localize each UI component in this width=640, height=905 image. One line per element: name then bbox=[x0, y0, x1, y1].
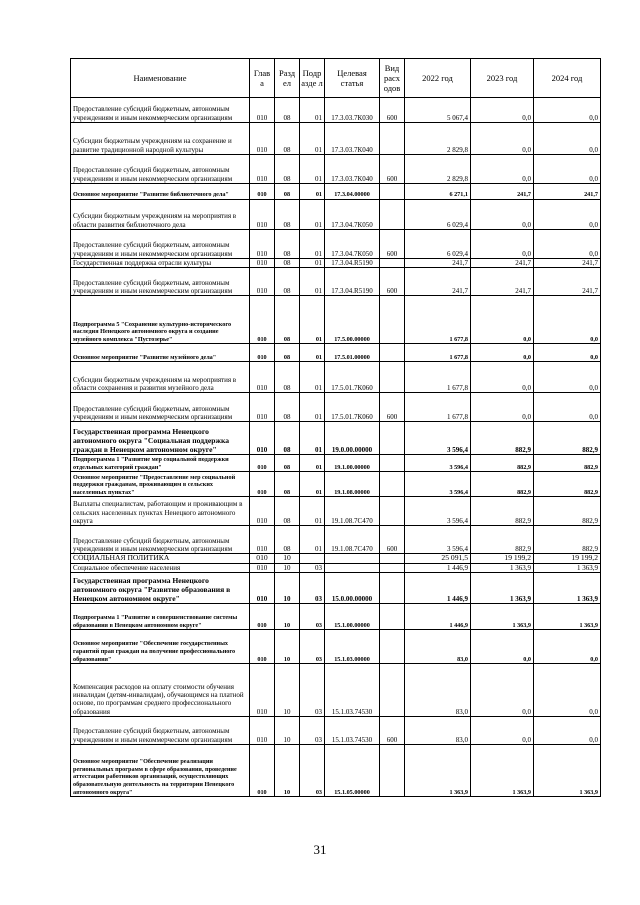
row-vid bbox=[380, 422, 405, 455]
row-podrazdel: 01 bbox=[300, 422, 325, 455]
row-target: 15.1.00.00000 bbox=[325, 604, 380, 630]
row-vid bbox=[380, 200, 405, 230]
row-vid bbox=[380, 472, 405, 497]
row-glava: 010 bbox=[250, 455, 275, 472]
row-2023: 0,0 bbox=[471, 155, 534, 184]
row-razdel: 08 bbox=[275, 230, 300, 259]
row-glava: 010 bbox=[250, 604, 275, 630]
row-glava: 010 bbox=[250, 745, 275, 797]
table-row bbox=[71, 573, 601, 604]
row-2022: 1 446,9 bbox=[405, 573, 471, 604]
row-razdel: 08 bbox=[275, 344, 300, 362]
row-name: Субсидии бюджетным учреждениям на сохранение и развитие традиционной народной культуры bbox=[71, 123, 250, 155]
row-glava: 010 bbox=[250, 296, 275, 344]
row-target: 19.1.00.00000 bbox=[325, 455, 380, 472]
table-row bbox=[71, 155, 601, 184]
row-target: 17.3.04.R5190 bbox=[325, 259, 380, 268]
row-2024: 0,0 bbox=[534, 123, 601, 155]
row-glava: 010 bbox=[250, 422, 275, 455]
row-vid bbox=[380, 123, 405, 155]
row-name: Основное мероприятие "Обеспечение государственных гарантий прав граждан на получение профессионального образования" bbox=[71, 630, 250, 664]
row-razdel: 10 bbox=[275, 630, 300, 664]
row-podrazdel: 03 bbox=[300, 573, 325, 604]
row-glava: 010 bbox=[250, 362, 275, 393]
row-podrazdel: 03 bbox=[300, 563, 325, 572]
table-row bbox=[71, 200, 601, 230]
row-vid: 600 bbox=[380, 268, 405, 296]
table-row bbox=[71, 497, 601, 526]
row-name: Предоставление субсидий бюджетным, автономным учреждениям и иным некоммерческим организациям bbox=[71, 393, 250, 422]
table-row bbox=[71, 526, 601, 554]
row-vid bbox=[380, 573, 405, 604]
row-vid bbox=[380, 344, 405, 362]
row-podrazdel: 01 bbox=[300, 526, 325, 554]
header-2024: 2024 год bbox=[534, 59, 601, 98]
row-podrazdel: 03 bbox=[300, 604, 325, 630]
row-name: Предоставление субсидий бюджетным, автономным учреждениям и иным некоммерческим организациям bbox=[71, 268, 250, 296]
row-razdel: 08 bbox=[275, 98, 300, 123]
row-2022: 1 677,8 bbox=[405, 362, 471, 393]
row-2022: 3 596,4 bbox=[405, 422, 471, 455]
row-podrazdel: 01 bbox=[300, 123, 325, 155]
row-2022: 5 067,4 bbox=[405, 98, 471, 123]
row-2022: 1 446,9 bbox=[405, 604, 471, 630]
row-2022: 1 363,9 bbox=[405, 745, 471, 797]
row-glava: 010 bbox=[250, 664, 275, 717]
row-2023: 1 363,9 bbox=[471, 573, 534, 604]
row-2024: 1 363,9 bbox=[534, 573, 601, 604]
row-name: Основное мероприятие "Предоставление мер социальной поддержки гражданам, проживающим в сельских населенных пунктах" bbox=[71, 472, 250, 497]
row-razdel: 10 bbox=[275, 563, 300, 572]
row-razdel: 08 bbox=[275, 200, 300, 230]
row-vid: 600 bbox=[380, 717, 405, 745]
row-podrazdel: 01 bbox=[300, 472, 325, 497]
row-target bbox=[325, 563, 380, 572]
row-name: Основное мероприятие "Развитие библиотечного дела" bbox=[71, 184, 250, 200]
row-name: Основное мероприятие "Обеспечение реализации региональных программ в сфере образования, проведение аттестации работников организаций, осуществляющих образовательную деятельность на территории Ненецкого автономного округа" bbox=[71, 745, 250, 797]
row-2023: 882,9 bbox=[471, 472, 534, 497]
row-2023: 0,0 bbox=[471, 630, 534, 664]
row-vid bbox=[380, 184, 405, 200]
row-2023: 1 363,9 bbox=[471, 604, 534, 630]
table-row bbox=[71, 230, 601, 259]
row-vid bbox=[380, 554, 405, 563]
row-vid: 600 bbox=[380, 230, 405, 259]
row-podrazdel: 01 bbox=[300, 344, 325, 362]
row-name: Подпрограмма 5 "Сохранение культурно-исторического наследия Ненецкого автономного округа и создание музейного комплекса "Пустозерье" bbox=[71, 296, 250, 344]
table-row bbox=[71, 472, 601, 497]
table-row bbox=[71, 664, 601, 717]
row-name: Основное мероприятие "Развитие музейного дела" bbox=[71, 344, 250, 362]
row-vid: 600 bbox=[380, 526, 405, 554]
row-2022: 3 596,4 bbox=[405, 472, 471, 497]
row-glava: 010 bbox=[250, 563, 275, 572]
row-glava: 010 bbox=[250, 268, 275, 296]
row-glava: 010 bbox=[250, 259, 275, 268]
row-target: 19.0.00.00000 bbox=[325, 422, 380, 455]
table-row bbox=[71, 563, 601, 572]
row-target: 17.3.03.7К030 bbox=[325, 98, 380, 123]
row-name: СОЦИАЛЬНАЯ ПОЛИТИКА bbox=[71, 554, 250, 563]
row-name: Предоставление субсидий бюджетным, автономным учреждениям и иным некоммерческим организациям bbox=[71, 155, 250, 184]
row-2023: 0,0 bbox=[471, 230, 534, 259]
row-2022: 1 446,9 bbox=[405, 563, 471, 572]
row-razdel: 08 bbox=[275, 455, 300, 472]
row-podrazdel: 01 bbox=[300, 455, 325, 472]
row-target: 17.3.03.7К040 bbox=[325, 123, 380, 155]
row-vid bbox=[380, 604, 405, 630]
row-target: 15.1.03.74530 bbox=[325, 717, 380, 745]
row-podrazdel: 03 bbox=[300, 630, 325, 664]
row-target: 17.3.04.7К050 bbox=[325, 230, 380, 259]
row-razdel: 08 bbox=[275, 184, 300, 200]
row-vid bbox=[380, 563, 405, 572]
row-2023: 0,0 bbox=[471, 123, 534, 155]
row-2024: 19 199,2 bbox=[534, 554, 601, 563]
row-2024: 0,0 bbox=[534, 664, 601, 717]
row-2024: 1 363,9 bbox=[534, 745, 601, 797]
row-target bbox=[325, 554, 380, 563]
row-target: 17.3.03.7К040 bbox=[325, 155, 380, 184]
row-podrazdel: 01 bbox=[300, 98, 325, 123]
row-name: Предоставление субсидий бюджетным, автономным учреждениям и иным некоммерческим организациям bbox=[71, 98, 250, 123]
table-row bbox=[71, 184, 601, 200]
row-target: 19.1.08.7С470 bbox=[325, 497, 380, 526]
row-2022: 241,7 bbox=[405, 259, 471, 268]
row-2023: 0,0 bbox=[471, 344, 534, 362]
row-podrazdel: 03 bbox=[300, 664, 325, 717]
row-glava: 010 bbox=[250, 123, 275, 155]
table-row bbox=[71, 362, 601, 393]
row-podrazdel: 01 bbox=[300, 296, 325, 344]
row-2022: 83,0 bbox=[405, 630, 471, 664]
row-2024: 1 363,9 bbox=[534, 563, 601, 572]
row-2024: 0,0 bbox=[534, 230, 601, 259]
row-name: Подпрограмма 1 "Развитие и совершенствование системы образования в Ненецком автономном округе" bbox=[71, 604, 250, 630]
row-podrazdel: 01 bbox=[300, 362, 325, 393]
row-vid bbox=[380, 296, 405, 344]
row-glava: 010 bbox=[250, 200, 275, 230]
table-row bbox=[71, 554, 601, 563]
row-glava: 010 bbox=[250, 497, 275, 526]
row-podrazdel: 01 bbox=[300, 230, 325, 259]
row-podrazdel: 01 bbox=[300, 268, 325, 296]
row-2022: 2 829,8 bbox=[405, 155, 471, 184]
row-2022: 6 029,4 bbox=[405, 230, 471, 259]
row-2023: 882,9 bbox=[471, 497, 534, 526]
row-glava: 010 bbox=[250, 393, 275, 422]
row-2024: 241,7 bbox=[534, 259, 601, 268]
table-row bbox=[71, 268, 601, 296]
header-2022: 2022 год bbox=[405, 59, 471, 98]
row-target: 17.3.04.R5190 bbox=[325, 268, 380, 296]
row-podrazdel: 01 bbox=[300, 497, 325, 526]
row-target: 15.1.03.74530 bbox=[325, 664, 380, 717]
row-glava: 010 bbox=[250, 230, 275, 259]
row-target: 17.3.04.7К050 bbox=[325, 200, 380, 230]
row-podrazdel: 01 bbox=[300, 155, 325, 184]
row-2022: 3 596,4 bbox=[405, 455, 471, 472]
header-2023: 2023 год bbox=[471, 59, 534, 98]
table-row bbox=[71, 296, 601, 344]
row-name: Субсидии бюджетным учреждениям на мероприятия в области сохранения и развития музейного дела bbox=[71, 362, 250, 393]
row-target: 15.1.05.00000 bbox=[325, 745, 380, 797]
row-vid bbox=[380, 497, 405, 526]
row-2023: 0,0 bbox=[471, 98, 534, 123]
row-podrazdel: 01 bbox=[300, 200, 325, 230]
row-2023: 882,9 bbox=[471, 455, 534, 472]
row-2022: 25 091,5 bbox=[405, 554, 471, 563]
row-2024: 0,0 bbox=[534, 344, 601, 362]
row-2023: 0,0 bbox=[471, 200, 534, 230]
row-podrazdel: 03 bbox=[300, 745, 325, 797]
row-razdel: 08 bbox=[275, 268, 300, 296]
row-vid bbox=[380, 745, 405, 797]
row-target: 17.5.01.7К060 bbox=[325, 362, 380, 393]
budget-table bbox=[70, 58, 601, 797]
row-2023: 241,7 bbox=[471, 184, 534, 200]
row-target: 17.5.00.00000 bbox=[325, 296, 380, 344]
row-name: Компенсация расходов на оплату стоимости обучения инвалидам (детям-инвалидам), обучающимся на платной основе, по программам среднего профессионального образования bbox=[71, 664, 250, 717]
row-2023: 882,9 bbox=[471, 422, 534, 455]
header-glava: Глав а bbox=[250, 59, 275, 98]
row-2024: 241,7 bbox=[534, 184, 601, 200]
row-razdel: 10 bbox=[275, 745, 300, 797]
header-name: Наименование bbox=[71, 59, 250, 98]
row-2022: 83,0 bbox=[405, 664, 471, 717]
table-header-row bbox=[71, 59, 601, 98]
table-row bbox=[71, 604, 601, 630]
row-2023: 241,7 bbox=[471, 268, 534, 296]
row-2024: 882,9 bbox=[534, 455, 601, 472]
row-razdel: 08 bbox=[275, 362, 300, 393]
table-row bbox=[71, 630, 601, 664]
header-razdel: Разд ел bbox=[275, 59, 300, 98]
row-2023: 0,0 bbox=[471, 717, 534, 745]
row-2024: 0,0 bbox=[534, 362, 601, 393]
row-vid bbox=[380, 630, 405, 664]
row-2022: 1 677,8 bbox=[405, 393, 471, 422]
row-2022: 83,0 bbox=[405, 717, 471, 745]
row-razdel: 08 bbox=[275, 296, 300, 344]
row-2024: 0,0 bbox=[534, 98, 601, 123]
row-razdel: 08 bbox=[275, 393, 300, 422]
row-name: Предоставление субсидий бюджетным, автономным учреждениям и иным некоммерческим организациям bbox=[71, 526, 250, 554]
table-row bbox=[71, 422, 601, 455]
row-2022: 3 596,4 bbox=[405, 526, 471, 554]
table-row bbox=[71, 259, 601, 268]
row-2023: 0,0 bbox=[471, 664, 534, 717]
row-2023: 882,9 bbox=[471, 526, 534, 554]
row-razdel: 08 bbox=[275, 497, 300, 526]
row-vid bbox=[380, 362, 405, 393]
row-razdel: 08 bbox=[275, 472, 300, 497]
row-name: Субсидии бюджетным учреждениям на мероприятия в области развития библиотечного дела bbox=[71, 200, 250, 230]
row-2024: 0,0 bbox=[534, 155, 601, 184]
row-2024: 882,9 bbox=[534, 526, 601, 554]
row-2024: 882,9 bbox=[534, 497, 601, 526]
row-2022: 3 596,4 bbox=[405, 497, 471, 526]
row-2024: 0,0 bbox=[534, 717, 601, 745]
row-name: Социальное обеспечение населения bbox=[71, 563, 250, 572]
row-podrazdel: 01 bbox=[300, 259, 325, 268]
row-podrazdel: 03 bbox=[300, 717, 325, 745]
row-glava: 010 bbox=[250, 526, 275, 554]
row-glava: 010 bbox=[250, 344, 275, 362]
row-target: 17.3.04.00000 bbox=[325, 184, 380, 200]
row-2023: 0,0 bbox=[471, 393, 534, 422]
row-vid bbox=[380, 664, 405, 717]
row-glava: 010 bbox=[250, 98, 275, 123]
page-number: 31 bbox=[313, 842, 327, 857]
table-row bbox=[71, 717, 601, 745]
row-2024: 882,9 bbox=[534, 422, 601, 455]
table-row bbox=[71, 98, 601, 123]
row-name: Предоставление субсидий бюджетным, автономным учреждениям и иным некоммерческим организациям bbox=[71, 717, 250, 745]
row-2023: 0,0 bbox=[471, 296, 534, 344]
row-2024: 0,0 bbox=[534, 296, 601, 344]
row-2022: 1 677,8 bbox=[405, 296, 471, 344]
row-glava: 010 bbox=[250, 630, 275, 664]
row-2022: 241,7 bbox=[405, 268, 471, 296]
row-2022: 2 829,8 bbox=[405, 123, 471, 155]
row-2023: 1 363,9 bbox=[471, 745, 534, 797]
row-vid bbox=[380, 455, 405, 472]
row-2024: 0,0 bbox=[534, 630, 601, 664]
row-vid: 600 bbox=[380, 98, 405, 123]
row-razdel: 10 bbox=[275, 604, 300, 630]
row-2023: 241,7 bbox=[471, 259, 534, 268]
row-target: 15.0.00.00000 bbox=[325, 573, 380, 604]
row-name: Государственная программа Ненецкого автономного округа "Развитие образования в Ненецком автономном округе" bbox=[71, 573, 250, 604]
row-podrazdel bbox=[300, 554, 325, 563]
row-2023: 1 363,9 bbox=[471, 563, 534, 572]
row-name: Подпрограмма 1 "Развитие мер социальной поддержки отдельных категорий граждан" bbox=[71, 455, 250, 472]
row-glava: 010 bbox=[250, 155, 275, 184]
row-razdel: 08 bbox=[275, 526, 300, 554]
table-row bbox=[71, 344, 601, 362]
row-2022: 6 271,1 bbox=[405, 184, 471, 200]
row-razdel: 10 bbox=[275, 717, 300, 745]
row-name: Выплаты специалистам, работающим и проживающим в сельских населенных пунктах Ненецкого автономного округа bbox=[71, 497, 250, 526]
row-glava: 010 bbox=[250, 184, 275, 200]
row-podrazdel: 01 bbox=[300, 393, 325, 422]
table-row bbox=[71, 455, 601, 472]
row-target: 17.5.01.00000 bbox=[325, 344, 380, 362]
row-2024: 882,9 bbox=[534, 472, 601, 497]
row-target: 15.1.03.00000 bbox=[325, 630, 380, 664]
row-vid: 600 bbox=[380, 393, 405, 422]
row-razdel: 10 bbox=[275, 573, 300, 604]
row-2024: 0,0 bbox=[534, 393, 601, 422]
row-2023: 0,0 bbox=[471, 362, 534, 393]
row-glava: 010 bbox=[250, 573, 275, 604]
row-2024: 1 363,9 bbox=[534, 604, 601, 630]
row-vid: 600 bbox=[380, 155, 405, 184]
row-glava: 010 bbox=[250, 472, 275, 497]
row-2023: 19 199,2 bbox=[471, 554, 534, 563]
table-row bbox=[71, 745, 601, 797]
row-target: 17.5.01.7К060 bbox=[325, 393, 380, 422]
row-target: 19.1.08.7С470 bbox=[325, 526, 380, 554]
row-name: Государственная программа Ненецкого автономного округа "Социальная поддержка граждан в Ненецком автономном округе" bbox=[71, 422, 250, 455]
row-podrazdel: 01 bbox=[300, 184, 325, 200]
row-glava: 010 bbox=[250, 554, 275, 563]
row-razdel: 08 bbox=[275, 155, 300, 184]
row-name: Государственная поддержка отрасли культуры bbox=[71, 259, 250, 268]
row-2022: 6 029,4 bbox=[405, 200, 471, 230]
row-razdel: 08 bbox=[275, 259, 300, 268]
table-row bbox=[71, 123, 601, 155]
row-razdel: 10 bbox=[275, 554, 300, 563]
header-target: Целевая статья bbox=[325, 59, 380, 98]
row-2022: 1 677,8 bbox=[405, 344, 471, 362]
row-vid bbox=[380, 259, 405, 268]
header-podrazdel: Подр азде л bbox=[300, 59, 325, 98]
row-name: Предоставление субсидий бюджетным, автономным учреждениям и иным некоммерческим организациям bbox=[71, 230, 250, 259]
table-row bbox=[71, 393, 601, 422]
row-2024: 0,0 bbox=[534, 200, 601, 230]
header-vid: Вид расх одов bbox=[380, 59, 405, 98]
row-razdel: 08 bbox=[275, 422, 300, 455]
row-razdel: 10 bbox=[275, 664, 300, 717]
row-target: 19.1.08.00000 bbox=[325, 472, 380, 497]
row-razdel: 08 bbox=[275, 123, 300, 155]
row-2024: 241,7 bbox=[534, 268, 601, 296]
row-glava: 010 bbox=[250, 717, 275, 745]
